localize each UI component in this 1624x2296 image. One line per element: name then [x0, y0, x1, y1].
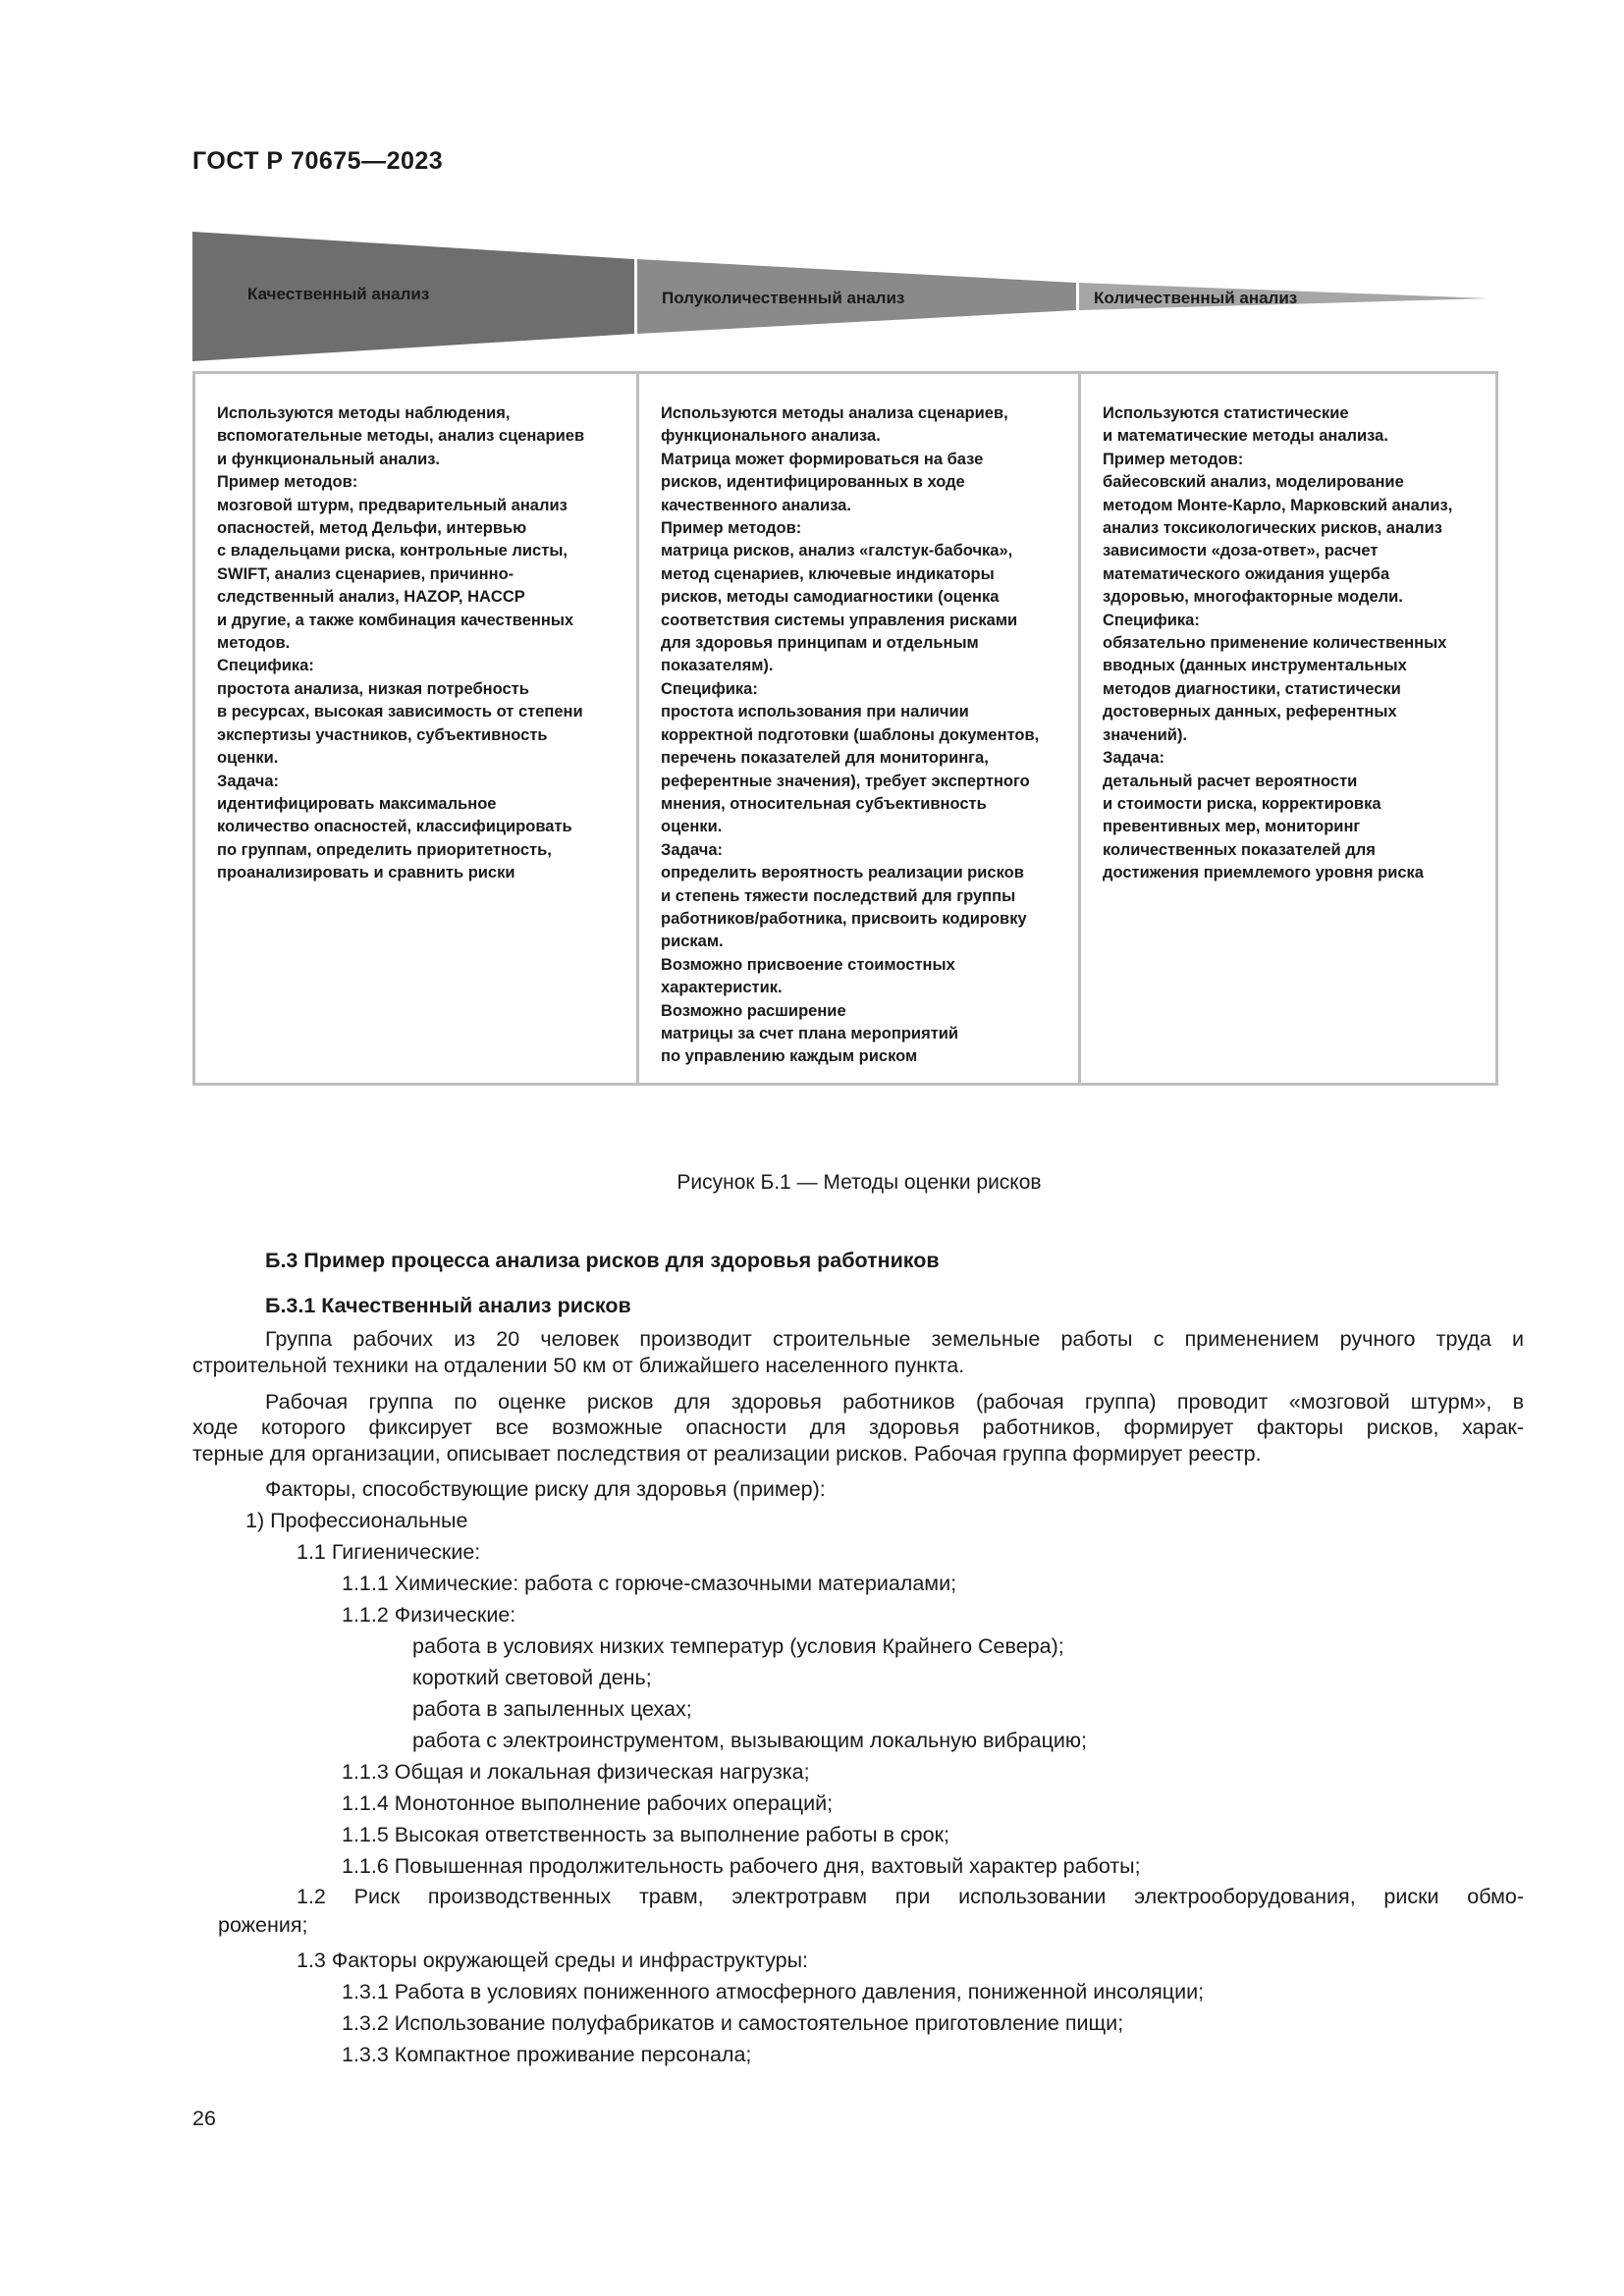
column-text-line: характеристик. [661, 979, 783, 997]
analysis-banner [192, 232, 1489, 361]
column-text-line: метод сценариев, ключевые индикаторы [661, 564, 995, 583]
list-item-1-1-1: 1.1.1 Химические: работа с горюче-смазочными материалами; [342, 1572, 957, 1595]
column-text-line: методом Монте-Карло, Марковский анализ, [1103, 496, 1453, 514]
column-text-line: мозговой штурм, предварительный анализ [217, 496, 568, 514]
list-item-1-1-2: 1.1.2 Физические: [342, 1603, 516, 1627]
column-text-line: мнения, относительная субъективность [661, 794, 987, 813]
paragraph-1-line-1: Группа рабочих из 20 человек производит строительные земельные работы с применением ручного труда и [265, 1327, 1524, 1351]
methods-table [192, 371, 1498, 1086]
column-text-line: идентифицировать максимальное [217, 794, 497, 813]
list-item-1-3-3: 1.3.3 Компактное проживание персонала; [342, 2043, 752, 2066]
list-item-1-1-3: 1.1.3 Общая и локальная физическая нагрузка; [342, 1760, 810, 1784]
page-number: 26 [192, 2107, 216, 2130]
column-text-line: Используются методы наблюдения, [217, 404, 511, 422]
list-item-1-1-6: 1.1.6 Повышенная продолжительность рабочего дня, вахтовый характер работы; [342, 1854, 1141, 1878]
column-text-line: Пример методов: [661, 519, 802, 538]
list-subpoint-1: работа в условиях низких температур (условия Крайнего Севера); [412, 1634, 1064, 1658]
column-text-line: оценки. [661, 818, 723, 836]
column-text-line: байесовский анализ, моделирование [1103, 473, 1404, 492]
paragraph-2-line-2: ходе которого фиксирует все возможные опасности для здоровья работников, формирует факторы рисков, харак- [192, 1415, 1524, 1439]
column-text-line: обязательно применение количественных [1103, 634, 1447, 653]
column-text-line: методов. [217, 634, 291, 653]
paragraph-2-line-3: терные для организации, описывает последствия от реализации рисков. Рабочая группа формирует реестр. [192, 1442, 1262, 1466]
column-text-line: матрицы за счет плана мероприятий [661, 1024, 959, 1042]
column-text-line: качественного анализа. [661, 496, 851, 514]
list-item-1-2-line-1: 1.2 Риск производственных травм, электротравм при использовании электрооборудования, риски обмо- [297, 1885, 1524, 1908]
section-heading-b3: Б.3 Пример процесса анализа рисков для здоровья работников [265, 1249, 940, 1272]
list-item-1-2-line-2: рожения; [218, 1913, 308, 1937]
column-text-line: по группам, определить приоритетность, [217, 840, 552, 859]
column-text-line: зависимости «доза-ответ», расчет [1103, 542, 1379, 561]
column-text-line: количественных показателей для [1103, 840, 1376, 859]
column-text-line: рисков, методы самодиагностики (оценка [661, 588, 1000, 607]
column-text-line: соответствия системы управления рисками [661, 611, 1018, 629]
column-text-line: детальный расчет вероятности [1103, 772, 1358, 790]
list-subpoint-4: работа с электроинструментом, вызывающим локальную вибрацию; [412, 1729, 1088, 1752]
column-text-line: функционального анализа. [661, 427, 881, 446]
list-item-1-3: 1.3 Факторы окружающей среды и инфраструктуры: [297, 1949, 809, 1972]
banner-label-semiquantitative: Полуколичественный анализ [662, 289, 905, 307]
column-text-line: и функциональный анализ. [217, 450, 440, 468]
column-text-line: количество опасностей, классифицировать [217, 818, 572, 836]
column-qualitative [192, 374, 636, 1083]
column-text-line: и степень тяжести последствий для группы [661, 886, 1016, 905]
column-quantitative [1078, 374, 1495, 1083]
column-text-line: работников/работника, присвоить кодировку [661, 909, 1027, 928]
column-text-line: значений). [1103, 725, 1188, 744]
column-text-line: референтные значения), требует экспертного [661, 772, 1030, 790]
column-text-line: Используются статистические [1103, 404, 1349, 422]
list-item-1: 1) Профессиональные [245, 1509, 468, 1532]
figure-caption: Рисунок Б.1 — Методы оценки рисков [677, 1171, 1042, 1194]
column-text-line: Специфика: [661, 679, 758, 698]
column-text-line: рисков, идентифицированных в ходе [661, 473, 965, 492]
column-text-line: Задача: [1103, 749, 1165, 768]
column-text-line: матрица рисков, анализ «галстук-бабочка», [661, 542, 1013, 561]
column-text-line: с владельцами риска, контрольные листы, [217, 542, 568, 561]
list-subpoint-2: короткий световой день; [412, 1666, 652, 1689]
column-text-line: Задача: [661, 840, 724, 859]
column-semiquantitative [636, 374, 1078, 1083]
list-item-1-1-5: 1.1.5 Высокая ответственность за выполнение работы в срок; [342, 1823, 949, 1846]
column-text-line: здоровью, многофакторные модели. [1103, 588, 1403, 607]
column-text-line: достижения приемлемого уровня риска [1103, 864, 1424, 882]
column-text-line: Задача: [217, 772, 280, 790]
column-text-line: Матрица может формироваться на базе [661, 450, 984, 468]
column-text-line: экспертизы участников, субъективность [217, 725, 548, 744]
column-text-line: SWIFT, анализ сценариев, причинно- [217, 564, 514, 583]
column-text-line: оценки. [217, 749, 279, 768]
column-text-line: вводных (данных инструментальных [1103, 657, 1407, 675]
paragraph-1-line-2: строительной техники на отдалении 50 км от ближайшего населенного пункта. [192, 1354, 965, 1377]
section-heading-b31: Б.3.1 Качественный анализ рисков [265, 1294, 631, 1317]
list-intro: Факторы, способствующие риску для здоровья (пример): [265, 1477, 826, 1501]
column-text-line: показателям). [661, 657, 774, 675]
column-text-line: и математические методы анализа. [1103, 427, 1388, 446]
column-text-line: по управлению каждым риском [661, 1047, 918, 1066]
column-text-line: Возможно расширение [661, 1001, 846, 1020]
column-text-line: методов диагностики, статистически [1103, 679, 1401, 698]
list-subpoint-3: работа в запыленных цехах; [412, 1697, 692, 1721]
column-text-line: рискам. [661, 933, 724, 951]
column-text-line: математического ожидания ущерба [1103, 564, 1390, 583]
column-text-line: простота анализа, низкая потребность [217, 679, 529, 698]
column-text-line: Пример методов: [1103, 450, 1244, 468]
list-item-1-1-4: 1.1.4 Монотонное выполнение рабочих операций; [342, 1791, 834, 1815]
column-text-line: Специфика: [1103, 611, 1200, 629]
column-text-line: Пример методов: [217, 473, 358, 492]
column-text-line: достоверных данных, референтных [1103, 703, 1397, 721]
column-text-line: Специфика: [217, 657, 314, 675]
list-item-1-3-1: 1.3.1 Работа в условиях пониженного атмосферного давления, пониженной инсоляции; [342, 1980, 1205, 2003]
column-text-line: анализ токсикологических рисков, анализ [1103, 519, 1442, 538]
column-text-line: следственный анализ, HAZOP, HACCP [217, 588, 525, 607]
column-text-line: превентивных мер, мониторинг [1103, 818, 1361, 836]
column-text-line: опасностей, метод Дельфи, интервью [217, 519, 527, 538]
banner-label-quantitative: Количественный анализ [1094, 289, 1298, 307]
column-text-line: и стоимости риска, корректировка [1103, 794, 1381, 813]
column-text-line: корректной подготовки (шаблоны документов, [661, 725, 1040, 744]
column-text-line: вспомогательные методы, анализ сценариев [217, 427, 585, 446]
list-item-1-1: 1.1 Гигиенические: [297, 1540, 481, 1564]
column-text-line: проанализировать и сравнить риски [217, 864, 515, 882]
column-text-line: Используются методы анализа сценариев, [661, 404, 1008, 422]
column-text-line: перечень показателей для мониторинга, [661, 749, 989, 768]
banner-label-qualitative: Качественный анализ [247, 285, 430, 303]
column-text-line: определить вероятность реализации рисков [661, 864, 1024, 882]
paragraph-2-line-1: Рабочая группа по оценке рисков для здоровья работников (рабочая группа) проводит «мозговой штурм», в [265, 1390, 1524, 1414]
list-item-1-3-2: 1.3.2 Использование полуфабрикатов и самостоятельное приготовление пищи; [342, 2011, 1124, 2035]
document-header: ГОСТ Р 70675—2023 [192, 147, 444, 175]
column-text-line: для здоровья принципам и отдельным [661, 634, 979, 653]
column-text-line: Возможно присвоение стоимостных [661, 955, 955, 974]
column-text-line: простота использования при наличии [661, 703, 969, 721]
column-text-line: и другие, а также комбинация качественных [217, 611, 574, 629]
column-text-line: в ресурсах, высокая зависимость от степени [217, 703, 583, 721]
